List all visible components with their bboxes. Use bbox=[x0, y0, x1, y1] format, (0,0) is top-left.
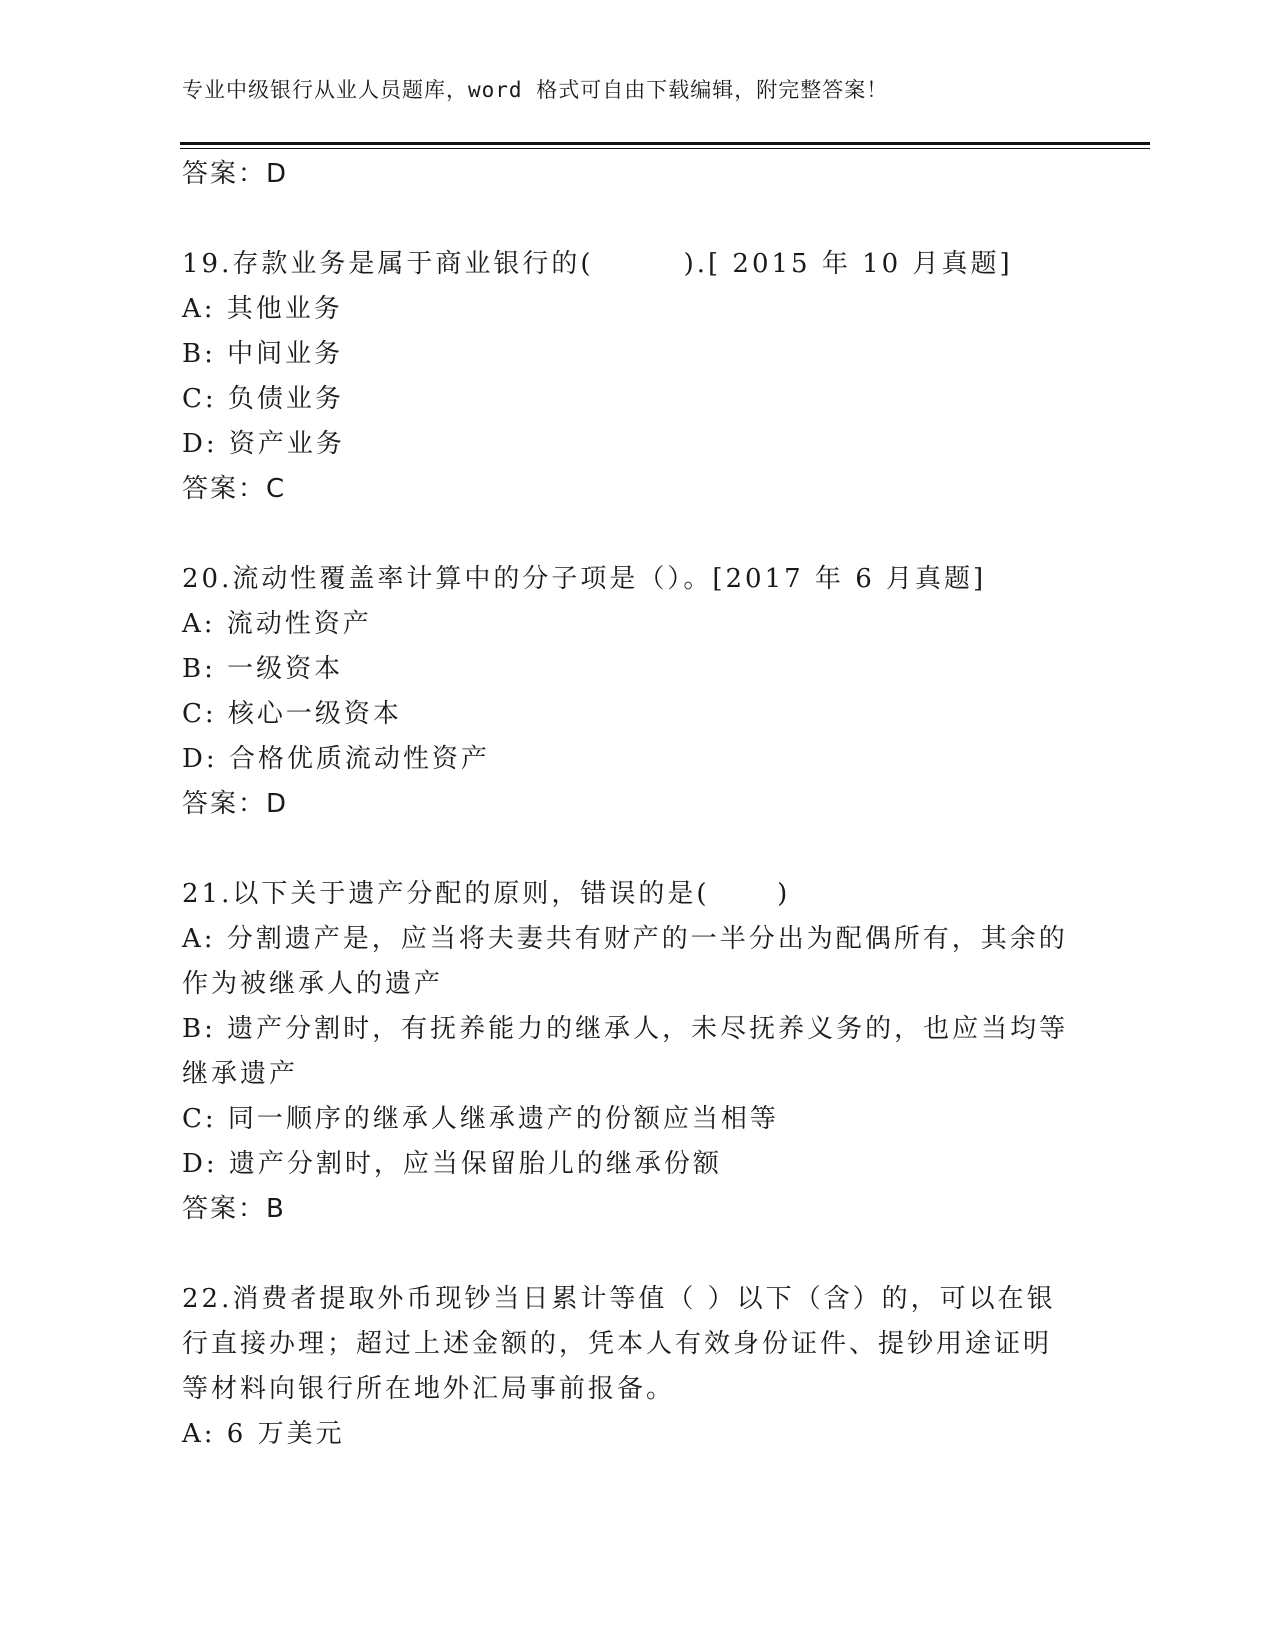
option-line: A: 其他业务 bbox=[182, 294, 343, 324]
option-line: 继承遗产 bbox=[182, 1059, 299, 1089]
option-line: A: 6 万美元 bbox=[182, 1419, 345, 1449]
option-line: D: 遗产分割时，应当保留胎儿的继承份额 bbox=[182, 1149, 722, 1179]
answer-line: 答案：D bbox=[182, 159, 289, 189]
question-block bbox=[182, 557, 1082, 827]
answer-line: 答案：D bbox=[182, 789, 289, 819]
answer-line: 答案：B bbox=[182, 1194, 286, 1224]
option-line: 作为被继承人的遗产 bbox=[182, 969, 444, 999]
header-rule-thick bbox=[180, 142, 1150, 145]
question-spacer bbox=[182, 197, 1082, 242]
question-spacer bbox=[182, 827, 1082, 872]
question-stem: 行直接办理；超过上述金额的，凭本人有效身份证件、提钞用途证明 bbox=[182, 1329, 1053, 1359]
question-block bbox=[182, 1277, 1082, 1457]
question-spacer bbox=[182, 512, 1082, 557]
option-line: D: 资产业务 bbox=[182, 429, 345, 459]
option-line: C: 核心一级资本 bbox=[182, 699, 402, 729]
option-line: D: 合格优质流动性资产 bbox=[182, 744, 490, 774]
question-stem: 等材料向银行所在地外汇局事前报备。 bbox=[182, 1374, 676, 1404]
question-stem: 22.消费者提取外币现钞当日累计等值（ ）以下（含）的，可以在银 bbox=[182, 1284, 1056, 1314]
option-line: A: 流动性资产 bbox=[182, 609, 372, 639]
question-list bbox=[182, 197, 1082, 1457]
option-line: C: 同一顺序的继承人继承遗产的份额应当相等 bbox=[182, 1104, 779, 1134]
option-line: B: 遗产分割时，有抚养能力的继承人，未尽抚养义务的，也应当均等 bbox=[182, 1014, 1069, 1044]
option-line: C: 负债业务 bbox=[182, 384, 344, 414]
question-block bbox=[182, 242, 1082, 512]
question-spacer bbox=[182, 1232, 1082, 1277]
option-line: B: 中间业务 bbox=[182, 339, 344, 369]
question-content bbox=[182, 152, 1082, 1457]
question-stem: 20.流动性覆盖率计算中的分子项是（）。[2017 年 6 月真题] bbox=[182, 564, 987, 594]
option-line: A: 分割遗产是，应当将夫妻共有财产的一半分出为配偶所有，其余的 bbox=[182, 924, 1068, 954]
question-stem: 21.以下关于遗产分配的原则，错误的是( ) bbox=[182, 879, 791, 909]
page-header: 专业中级银行从业人员题库，word 格式可自由下载编辑，附完整答案！ bbox=[182, 78, 889, 102]
question-stem: 19.存款业务是属于商业银行的( ).[ 2015 年 10 月真题] bbox=[182, 249, 1013, 279]
answer-line: 答案：C bbox=[182, 474, 287, 504]
question-block bbox=[182, 872, 1082, 1232]
option-line: B: 一级资本 bbox=[182, 654, 344, 684]
header-rule-thin bbox=[180, 148, 1150, 149]
